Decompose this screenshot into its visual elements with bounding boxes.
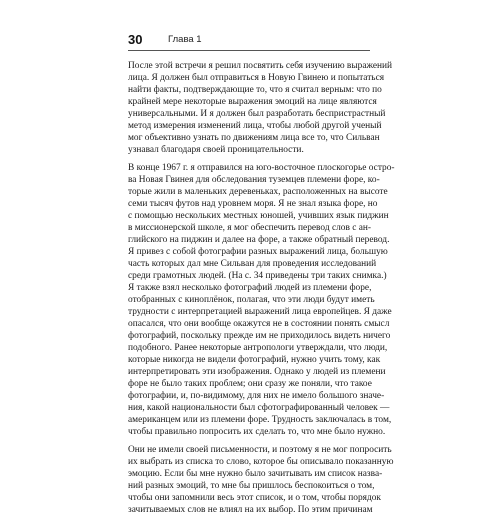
text-line: их выбрать из списка то слово, которое бы описывало показанную — [128, 457, 394, 467]
text-line: Я также взял несколько фотографий людей из племени форе, — [128, 283, 372, 293]
text-line: форе не было таких проблем; они сразу же поняли, что такое — [128, 379, 372, 389]
text-line: среди грамотных людей. (На с. 34 приведены три таких снимка.) — [128, 271, 387, 281]
paragraph-2 — [128, 162, 395, 438]
text-line: которые никогда не видели фотографий, нужно учить тому, как — [128, 355, 381, 365]
text-line: эмоцию. Если бы мне нужно было зачитывать им список назва- — [128, 469, 383, 479]
text-line: подобного. Ранее некоторые антропологи утверждали, что люди, — [128, 343, 388, 353]
text-line: чтобы они запомнили весь этот список, и о том, чтобы порядок — [128, 493, 381, 503]
text-line: найти факты, подтверждающие то, что я считал верным: что по — [128, 85, 382, 95]
text-line: трудности с интерпретацией выражений лица европейцев. Я даже — [128, 307, 392, 317]
text-line: ния, какой национальности был сфотографированный человек — — [128, 403, 390, 413]
text-line: зачитываемых слов не влиял на их выбор. По этим причинам — [128, 505, 373, 515]
text-line: американцем или из племени форе. Трудность заключалась в том, — [128, 415, 392, 425]
text-line: После этой встречи я решил посвятить себя изучению выражений — [128, 61, 393, 71]
page-number: 30 — [128, 32, 143, 47]
paragraph-1 — [128, 60, 393, 156]
text-line: фотографий, поскольку прежде им не приходилось видеть ничего — [128, 331, 391, 341]
text-line: мог объективно узнать по движениям лица все то, что Сильван — [128, 133, 380, 143]
text-line: семи тысяч футов над уровнем моря. Я не знал языка форе, но — [128, 199, 378, 209]
text-line: лица. Я должен был отправиться в Новую Гвинею и попытаться — [128, 73, 385, 83]
text-line: глийского на пиджин и далее на форе, а также обратный перевод. — [128, 235, 390, 245]
text-line: ва Новая Гвинея для обследования туземцев племени форе, ко- — [128, 175, 380, 185]
text-line: торые жили в маленьких деревеньках, расположенных на высоте — [128, 187, 388, 197]
text-line: фотографии, и, по-видимому, для них не имело большого значе- — [128, 391, 385, 401]
text-line: отобранных с киноплёнок, полагая, что эти люди будут иметь — [128, 295, 375, 305]
text-line: крайней мере некоторые выражения эмоций на лице являются — [128, 97, 377, 107]
paragraph-3 — [128, 444, 394, 516]
text-line: с помощью нескольких местных юношей, учивших язык пиджин — [128, 211, 389, 221]
text-line: универсальными. И я должен был разработать беспристрастный — [128, 109, 386, 119]
body-text — [128, 60, 395, 522]
chapter-title: Глава 1 — [168, 34, 202, 45]
header-divider — [128, 50, 370, 51]
text-line: Они не имели своей письменности, и поэтому я не мог попросить — [128, 445, 392, 455]
text-line: опасался, что они вообще окажутся не в состоянии понять смысл — [128, 319, 390, 329]
text-line: Я привез с собой фотографии разных выражений лица, большую — [128, 247, 388, 257]
page-header — [128, 30, 370, 50]
text-line: интерпретировать эти изображения. Однако у людей из племени — [128, 367, 386, 377]
text-line: узнавал благодаря своей проницательности. — [128, 145, 304, 155]
text-line: В конце 1967 г. я отправился на юго-восточное плоскогорье остро- — [128, 163, 395, 173]
text-line: метод измерения изменений лица, чтобы любой другой ученый — [128, 121, 382, 131]
text-line: ний разных эмоций, то мне бы пришлось беспокоиться о том, — [128, 481, 375, 491]
text-line: чтобы правильно попросить их сделать то, что мне было нужно. — [128, 427, 386, 437]
text-line: в миссионерской школе, я мог обеспечить перевод слов с ан- — [128, 223, 372, 233]
text-line: часть которых дал мне Сильван для проведения исследований — [128, 259, 377, 269]
